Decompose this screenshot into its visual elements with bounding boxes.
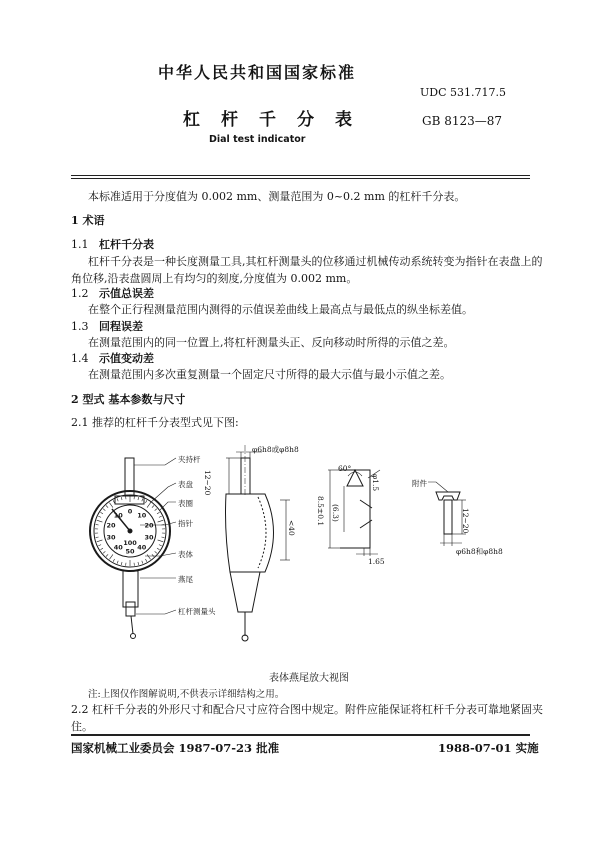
footer-rule: [71, 734, 530, 736]
label-lever-tip: 杠杆测量头: [178, 607, 216, 616]
dial-tick: [159, 516, 162, 517]
dim-body-width: <40: [287, 520, 296, 536]
dial-tick: [158, 520, 164, 522]
dial-tick: [100, 548, 103, 550]
dial-number: 30: [106, 533, 116, 542]
pointer-hub-shape: [128, 529, 132, 533]
dial-tick: [159, 545, 162, 546]
approval-line: 国家机械工业委员会 1987-07-23 批准: [71, 741, 280, 755]
section-1-heading: 1 术语: [71, 214, 105, 227]
dial-number: 40: [113, 543, 123, 552]
dim-rod-diameter: φ6h8或φ8h8: [252, 445, 299, 454]
dial-tick: [155, 551, 157, 553]
clause-2-1: 2.1 推荐的杠杆千分表型式见下图:: [71, 416, 239, 429]
dial-tick: [109, 503, 113, 508]
dim-angle: 60°: [338, 464, 352, 473]
clause-1-3: [71, 318, 143, 334]
dial-number: 0: [127, 507, 133, 516]
dial-tick: [103, 551, 105, 553]
dial-tick: [96, 537, 99, 538]
label-dial: 表盘: [178, 480, 193, 489]
clause-number: 1.2: [71, 287, 89, 300]
dial-tick: [98, 545, 101, 546]
clause-number: 1.3: [71, 320, 89, 333]
dial-tick: [158, 540, 164, 542]
clause-number: 1.1: [71, 238, 89, 251]
figure-caption: 表体燕尾放大视图: [269, 673, 349, 684]
dial-tick: [142, 561, 143, 564]
dial-number: 10: [137, 511, 147, 520]
header-rule-bottom: [71, 178, 530, 179]
term-heading: 示值总误差: [99, 287, 154, 300]
lever-tip-leader: [136, 610, 176, 614]
dial-tick: [103, 509, 105, 511]
dial-number: 20: [144, 521, 154, 530]
national-standard-heading: 中华人民共和国国家标准: [158, 63, 357, 82]
implementation-line: 1988-07-01 实施: [438, 741, 539, 755]
dial-tick: [155, 509, 157, 511]
accessory-head-shape: [436, 492, 460, 500]
clause-1-1-text-line-2: 角位移,沿表盘圆周上有均匀的刻度,分度值为 0.002 mm。: [71, 272, 358, 285]
dial-tick: [145, 500, 146, 503]
section-2-heading: 2 型式 基本参数与尺寸: [71, 393, 186, 406]
side-tail-shape: [230, 572, 260, 612]
label-bezel: 表圈: [178, 499, 193, 508]
lever-socket-shape: [126, 602, 135, 616]
clause-1-2-text: 在整个正行程测量范围内测得的示值误差曲线上最高点与最低点的纵坐标差值。: [88, 303, 473, 316]
label-dovetail: 燕尾: [178, 575, 193, 584]
dim-tail-inner: (6.3): [331, 504, 340, 522]
term-heading: 示值变动差: [99, 352, 154, 365]
dial-tick: [147, 554, 151, 559]
dial-tick: [152, 505, 154, 507]
dial-tick: [106, 505, 108, 507]
dim-rod-length: 12~20: [203, 470, 212, 496]
label-body: 表体: [178, 550, 193, 559]
dial-tick: [142, 498, 143, 501]
dovetail-body-shape: [340, 470, 370, 548]
lever-stem-shape: [131, 616, 133, 634]
dial-number: 50: [125, 547, 135, 556]
dial-tick: [97, 540, 103, 542]
dial-tick: [147, 503, 151, 508]
label-pointer: 指针: [178, 519, 193, 528]
dial-tick: [100, 512, 103, 514]
dial-tick: [106, 554, 108, 556]
header-rule-top: [71, 175, 530, 176]
intro-paragraph: 本标准适用于分度值为 0.002 mm、测量范围为 0~0.2 mm 的杠杆千分表。: [88, 190, 466, 203]
dim-hole: φ1.5: [371, 474, 380, 492]
clause-1-1: [71, 236, 154, 252]
lever-ball-shape: [131, 634, 136, 639]
dial-tick: [117, 561, 118, 564]
dial-number: 40: [137, 543, 147, 552]
dial-tick: [113, 559, 114, 562]
figure-note: 注:上图仅作图解说明,不供表示详细结构之用。: [88, 689, 285, 700]
dim-tail-height: 8.5±0.1: [316, 496, 325, 527]
gb-number: GB 8123—87: [422, 114, 503, 128]
accessory-leader: [428, 482, 448, 492]
dial-tick: [98, 516, 101, 517]
dial-tick: [121, 497, 122, 500]
clause-1-4-text: 在测量范围内多次重复测量一个固定尺寸所得的最大示值与最小示值之差。: [88, 368, 451, 381]
label-accessory: 附件: [412, 479, 427, 488]
mount-block-shape: [115, 496, 144, 504]
dial-tick: [121, 562, 122, 565]
dial-number: 10: [113, 511, 123, 520]
dial-number-100: 100: [123, 539, 137, 547]
label-clamp-rod: 夹持杆: [178, 455, 201, 464]
clause-number: 1.4: [71, 352, 89, 365]
udc-code: UDC 531.717.5: [420, 86, 506, 99]
dial-tick: [157, 512, 160, 514]
dial-tick: [97, 520, 103, 522]
dial-tick: [96, 524, 99, 525]
dial-tick: [161, 537, 164, 538]
dial-tick: [109, 554, 113, 559]
dial-number: 30: [144, 533, 154, 542]
dim-tail-base: 1.65: [368, 557, 385, 566]
clause-1-3-text: 在测量范围内的同一位置上,将杠杆测量头正、反向移动时所得的示值之差。: [88, 336, 455, 349]
clamp-rod-leader: [134, 458, 176, 465]
side-bezel-knurl-shape: [258, 497, 266, 568]
dial-number: 20: [106, 521, 116, 530]
dim-accessory-length: 12~20: [461, 508, 470, 534]
dial-indicator-figure: [0, 430, 600, 685]
clause-1-2: [71, 285, 154, 301]
dim-accessory-diameter: φ6h8和φ8h8: [456, 547, 503, 556]
dial-tick: [117, 498, 118, 501]
dial-tick: [113, 500, 114, 503]
clause-2-2-line-1: 2.2 杠杆千分表的外形尺寸和配合尺寸应符合图中规定。附件应能保证将杠杆千分表可靠地紧固夹: [71, 703, 543, 716]
term-heading: 杠杆千分表: [99, 238, 154, 251]
clause-2-2-line-2: 住。: [71, 720, 93, 733]
english-title: Dial test indicator: [209, 134, 306, 145]
term-heading: 回程误差: [99, 320, 143, 333]
dial-tick: [138, 562, 139, 565]
accessory-shank-shape: [444, 500, 452, 534]
document-title: 杠杆千分表: [183, 110, 373, 130]
clause-1-4: [71, 350, 154, 366]
dial-tick: [138, 497, 139, 500]
dial-tick: [157, 548, 160, 550]
dial-tick: [145, 559, 146, 562]
side-clamp-rod-shape: [241, 458, 250, 494]
clause-1-1-text-line-1: 杠杆千分表是一种长度测量工具,其杠杆测量头的位移通过机械传动系统转变为指针在表盘上的: [88, 255, 543, 268]
